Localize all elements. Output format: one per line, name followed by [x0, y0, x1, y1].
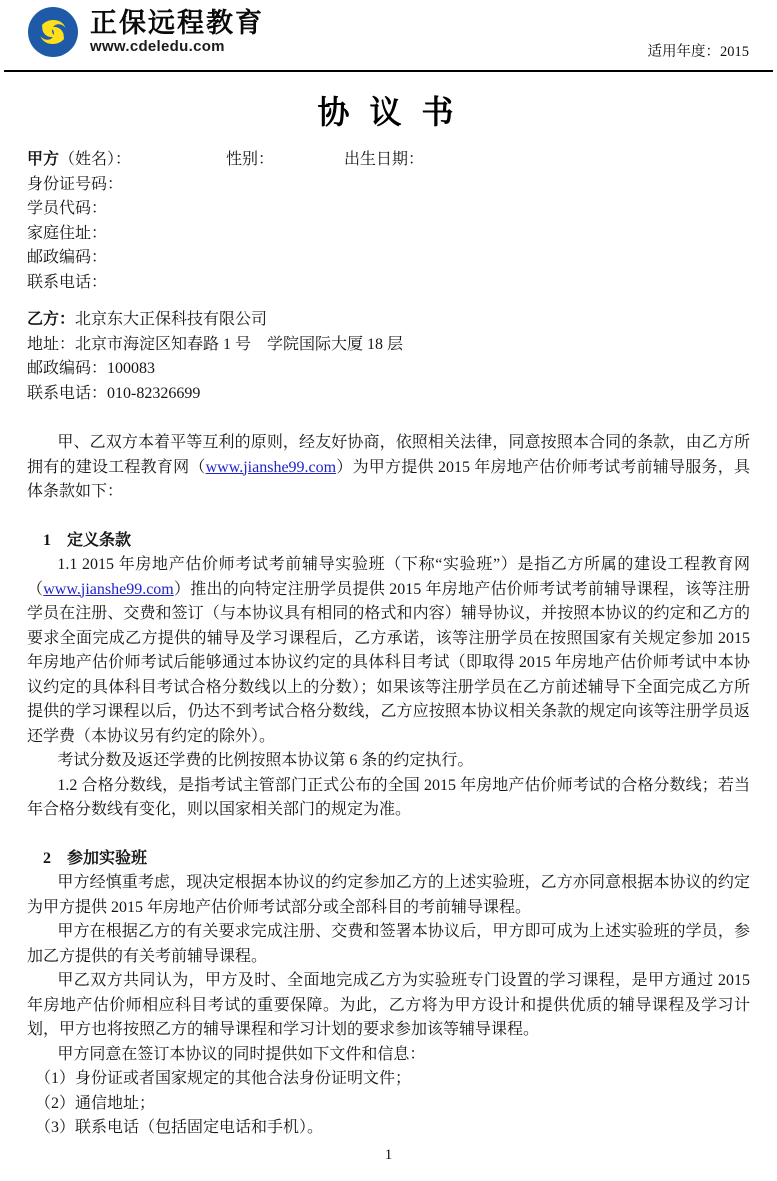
clause-1-2: 1.2 合格分数线，是指考试主管部门正式公布的全国 2015 年房地产估价师考试的合格分数线；若当年合格分数线有变化，则以国家相关部门的规定为准。: [27, 776, 750, 818]
party-a-field-home-address: 家庭住址：: [27, 224, 108, 242]
clause-2-item-2: （2）通信地址；: [35, 1094, 156, 1112]
section-1-heading: 1 定义条款: [43, 531, 132, 549]
party-a-identity-row: [27, 148, 750, 173]
party-b-zip-row: 邮政编码：100083: [27, 360, 156, 377]
party-b-label: 乙方：: [27, 311, 76, 328]
clause-1-1: 1.1 2015 年房地产估价师考试考前辅导实验班（下称“实验班”）是指乙方所属的建设工程教育网（www.jianshe99.com）推出的向特定注册学员提供 2015 年房地产估价师考试考前辅导课程，该等注册学员在注册、交费和签订（与本协议具有相同的格式和内容）辅导协议，并按照本协议的约定和乙方的要求全面完成乙方提供的辅导及学习课程后，乙方承诺，该等注册学员在按照国家有关规定参加 2015 年房地产估价师考试后能够通过本协议约定的具体科目考试（即取得 2015 年房地产估价师考试中本协议约定的具体科目考试合格分数线以上的分数）；如果该等注册学员在乙方前述辅导下全面完成乙方所提供的学习课程以后，仍达不到考试合格分数线，乙方应按照本协议相关条款的规定向该等注册学员返还学费（本协议另有约定的除外）。: [27, 556, 750, 745]
party-a-label: 甲方: [27, 151, 60, 168]
party-b-zip: 100083: [107, 360, 156, 377]
clause-2-p2: 甲方在根据乙方的有关要求完成注册、交费和签署本协议后，甲方即可成为上述实验班的学员，参加乙方提供的有关考前辅导课程。: [27, 923, 750, 965]
clause-2-p1: 甲方经慎重考虑，现决定根据本协议的约定参加乙方的上述实验班，乙方亦同意根据本协议的约定为甲方提供 2015 年房地产估价师考试部分或全部科目的考前辅导课程。: [27, 874, 750, 916]
party-b-phone: 010-82326699: [107, 384, 201, 402]
party-a-field-student-code: 学员代码：: [27, 200, 108, 217]
party-a-field-zip: 邮政编码：: [27, 249, 108, 266]
page-header: [27, 6, 750, 66]
clause-2-p4: 甲方同意在签订本协议的同时提供如下文件和信息：: [57, 1045, 426, 1063]
party-b-address: 北京市海淀区知春路 1 号 学院国际大厦 18 层: [75, 335, 404, 353]
party-b-company-row: [27, 308, 750, 333]
party-a-section: [27, 148, 750, 295]
party-b-section: [27, 308, 750, 406]
party-a-name-label: 甲方（姓名）：: [27, 151, 132, 168]
party-b-address-row: 地址：北京市海淀区知春路 1 号 学院国际大厦 18 层: [27, 335, 404, 353]
clause-1-1-score-note: 考试分数及返还学费的比例按照本协议第 6 条的约定执行。: [57, 752, 474, 769]
party-b-company: 北京东大正保科技有限公司: [75, 311, 268, 328]
brand-text-block: [90, 8, 264, 56]
clause-2-item-3: （3）联系电话（包括固定电话和手机）。: [35, 1119, 324, 1136]
jianshe99-link[interactable]: www.jianshe99.com: [205, 458, 337, 476]
intro-paragraph: 甲、乙双方本着平等互利的原则，经友好协商，依照相关法律，同意按照本合同的条款，由乙方所拥有的建设工程教育网（www.jianshe99.com）为甲方提供 2015 年房地产估价师考试考前辅导服务，具体条款如下：: [27, 434, 750, 500]
brand-url: www.cdeledu.com: [90, 38, 225, 55]
party-a-gender-label: 性别：: [226, 151, 275, 168]
jianshe99-link-2[interactable]: www.jianshe99.com: [43, 580, 174, 598]
party-b-phone-row: 联系电话：010-82326699: [27, 384, 201, 402]
party-a-field-idcard: 身份证号码：: [27, 175, 124, 193]
clause-2-p3: 甲乙双方共同认为，甲方及时、全面地完成乙方为实验班专门设置的学习课程，是甲方通过 2015 年房地产估价师相应科目考试的重要保障。为此，乙方将为甲方设计和提供优质的辅导课程及学习计划，甲方也将按照乙方的辅导课程和学习计划的要求参加该等辅导课程。: [27, 972, 750, 1038]
header-divider: [4, 70, 773, 72]
page-title: 协 议 书: [317, 94, 460, 130]
page-number: 1: [384, 1146, 393, 1163]
brand-name: 正保远程教育: [90, 8, 264, 38]
brand-logo: [27, 6, 750, 58]
party-a-birth-label: 出生日期：: [344, 151, 425, 168]
section-2-heading: 2 参加实验班: [43, 849, 148, 867]
applicable-year: 适用年度：2015: [647, 43, 749, 60]
brand-swirl-icon: [27, 6, 79, 58]
party-a-field-phone: 联系电话：: [27, 273, 108, 291]
clause-2-item-1: （1）身份证或者国家规定的其他合法身份证明文件；: [35, 1070, 412, 1087]
